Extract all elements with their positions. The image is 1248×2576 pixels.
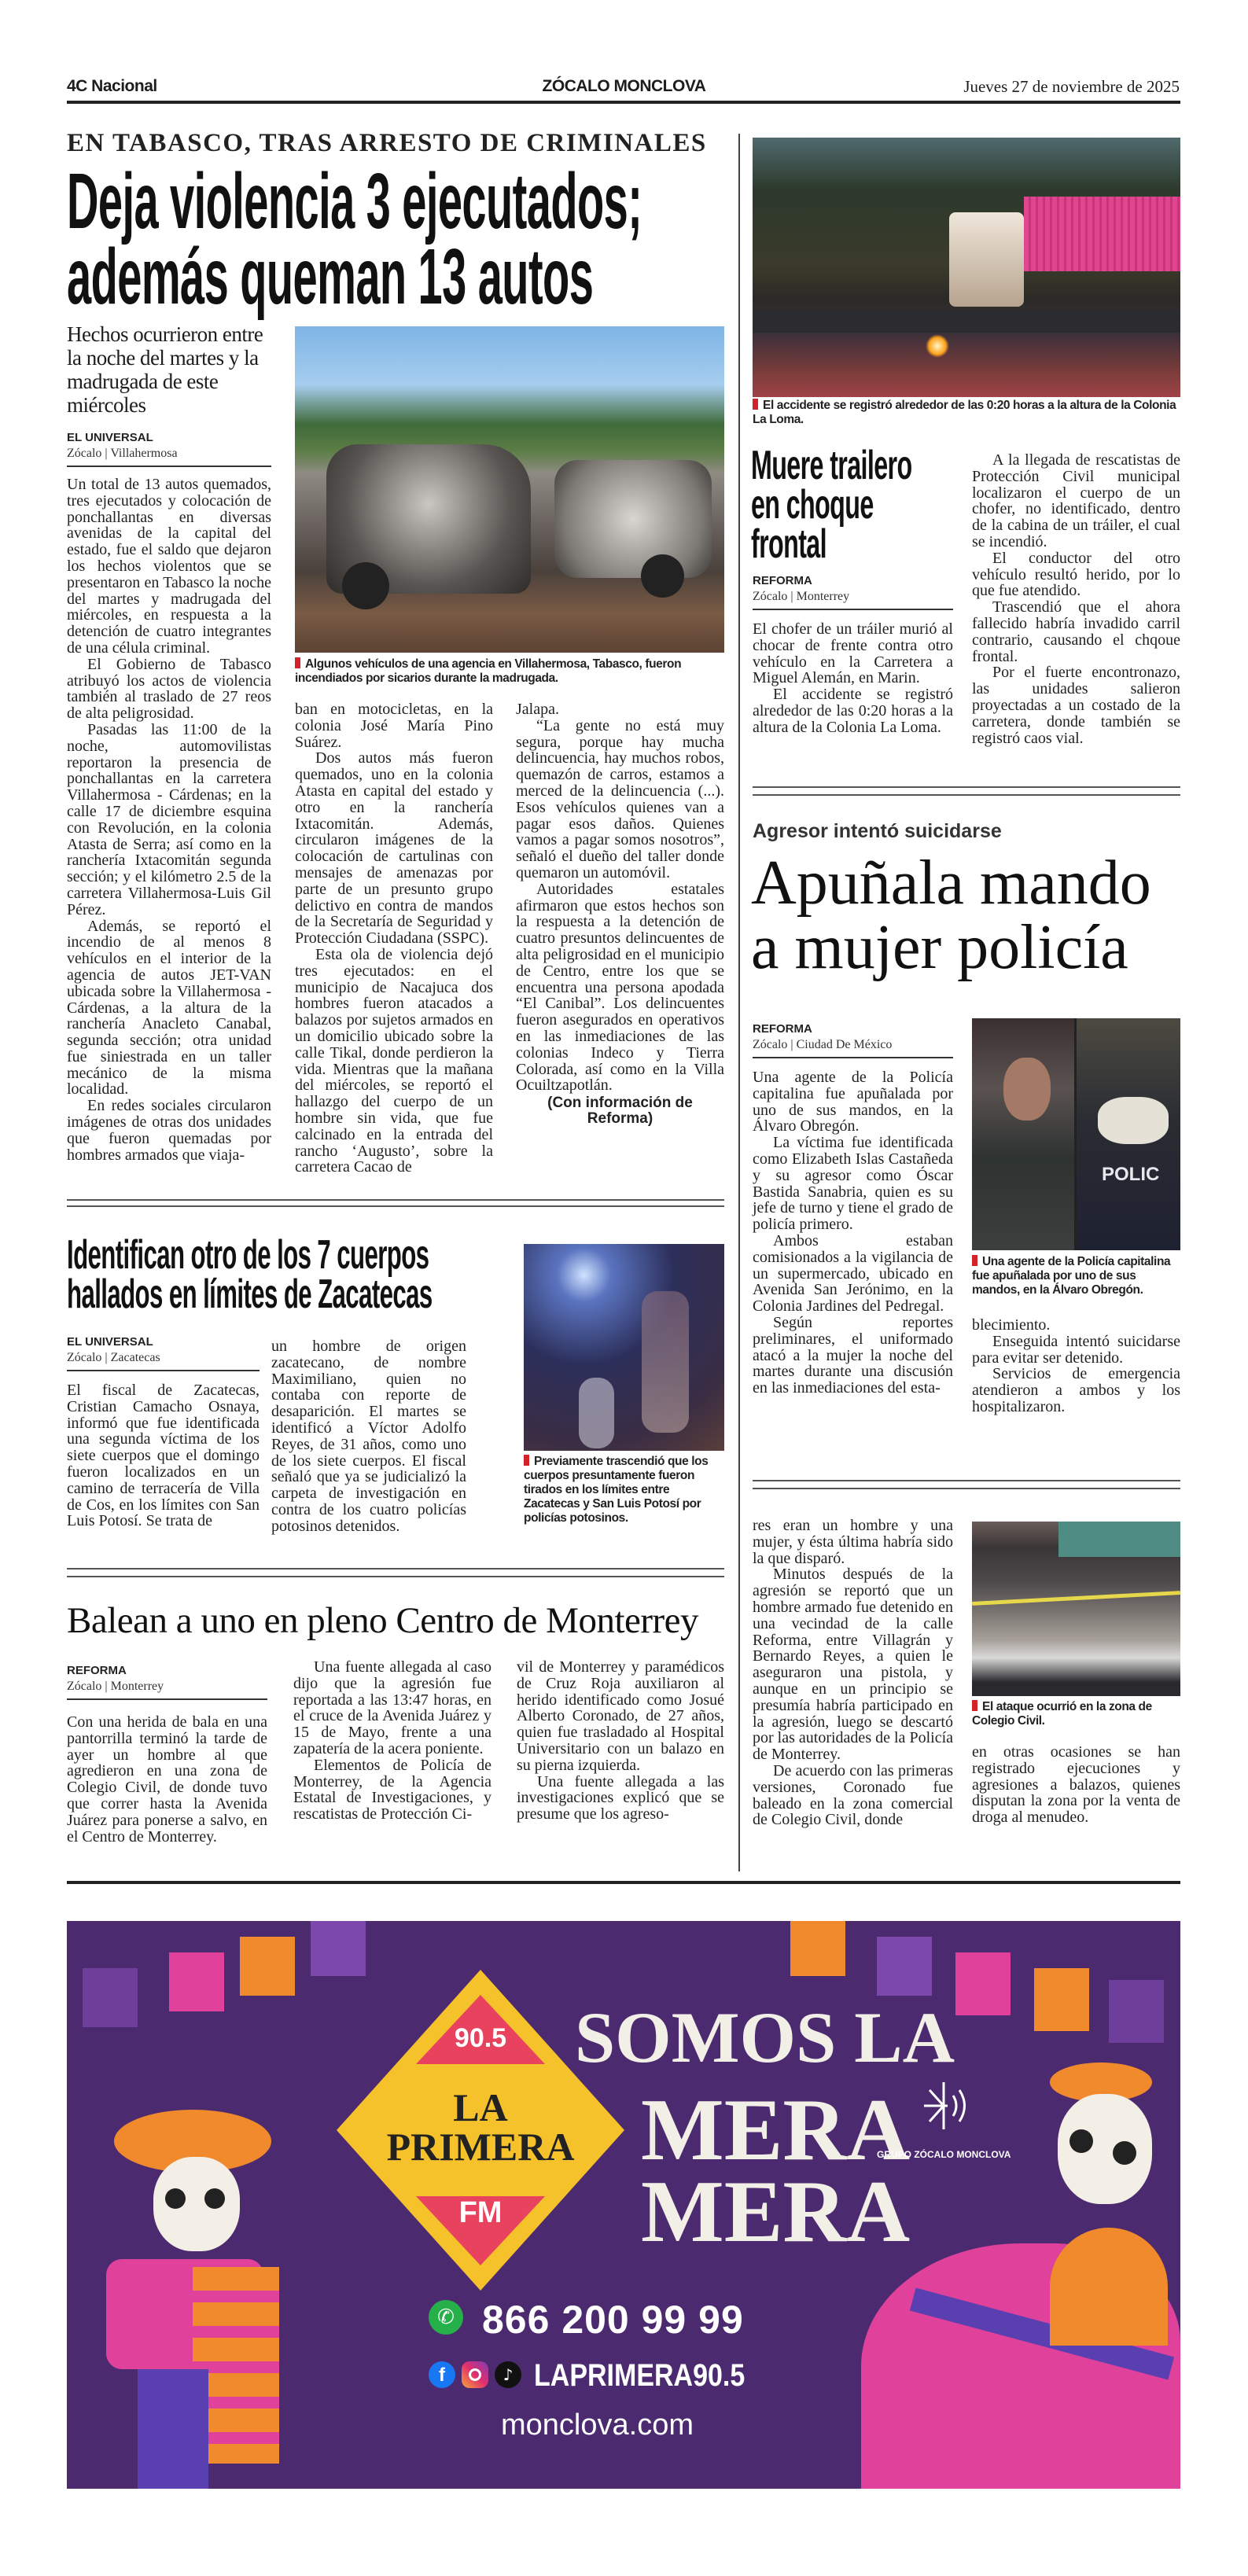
story-column-4	[753, 1518, 953, 1828]
paragraph: blecimiento.	[972, 1316, 1051, 1334]
story-column-2	[972, 452, 1180, 746]
whatsapp-icon[interactable]: ✆	[429, 2300, 463, 2335]
paragraph: Además, se reportó el incendio de al menos 8 vehículos en el interior de la agencia de autos JET-VAN ubicada sobre la Villahermosa -Cárdenas, a la altura de la ranchería Anacleto Canabal, segunda sección; otra unidad fue siniestrada en un taller mecánico de la misma localidad.	[67, 917, 271, 1098]
paragraph: El fiscal de Zacatecas, Cristian Camacho Osnaya, informó que fue identificada una segunda víctima de los siete cuerpos que el domingo fueron localizados en un camino de terracería de Villa de Cos, en los límites con San Luis Potosí. Se trata de	[67, 1382, 260, 1530]
advertisement-rule	[67, 1881, 1180, 1884]
agency: EL UNIVERSAL	[67, 1335, 153, 1349]
caption-text: El accidente se registró alrededor de las 0:20 horas a la altura de la Colonia La Loma.	[753, 399, 1176, 426]
agency: REFORMA	[67, 1664, 127, 1677]
section-rule	[753, 1488, 1180, 1489]
story-column-1	[67, 1714, 267, 1845]
slogan-line-3: MERA	[641, 2163, 911, 2261]
story-column-2	[271, 1338, 466, 1535]
police-vest-lettering: POLIC	[1102, 1164, 1160, 1185]
phone-number[interactable]: 866 200 99 99	[482, 2298, 744, 2342]
dateline: Zócalo | Villahermosa	[67, 447, 178, 460]
byline	[67, 1335, 260, 1371]
crime-scene-crowd-photo	[972, 1522, 1180, 1696]
paragraph: Por el fuerte encontronazo, las unidades salieron proyectadas a un costado de la carretera, donde también se registró caos vial.	[972, 664, 1180, 747]
caption-text: Algunos vehículos de una agencia en Villahermosa, Tabasco, fueron incendiados por sicarios durante la madrugada.	[295, 657, 682, 685]
story-column-2	[293, 1659, 491, 1823]
paragraph: Una fuente allegada al caso dijo que la agresión fue reportada a las 13:47 horas, en el cruce de la Avenida Juárez y 15 de Mayo, frente a una zapatería de la acera poniente.	[293, 1658, 491, 1757]
caption-marker	[524, 1455, 529, 1466]
headline-line-2: a mujer policía	[751, 913, 1128, 982]
slogan-line-1: SOMOS LA	[575, 1997, 955, 2077]
paragraph: un hombre de origen zacatecano, de nombre Maximiliano, quien no contaba con reporte de desaparición. El martes se identificó a Víctor Adolfo Reyes, de 31 años, como uno de los siete cuerpos. El fiscal señaló que ya se judicializó la carpeta de investigación en contra de los cuatro policías potosinos detenidos.	[271, 1338, 466, 1535]
story-credit: (Con información de Reforma)	[547, 1095, 693, 1128]
photo-caption	[972, 1700, 1180, 1728]
story-column-1	[753, 621, 953, 736]
logo-text-la: LA	[453, 2085, 508, 2129]
story-column-5	[972, 1744, 1180, 1826]
truck-crash-photo	[753, 138, 1180, 397]
paragraph: Una agente de la Policía capitalina fue apuñalada por uno de sus mandos, en la Álvaro Obregón.	[753, 1069, 953, 1135]
logo-text-primera: PRIMERA	[386, 2125, 575, 2169]
story-kicker: EN TABASCO, TRAS ARRESTO DE CRIMINALES	[67, 129, 707, 157]
story-column-2	[972, 1317, 1180, 1415]
section-rule	[753, 794, 1180, 796]
paragraph: Esta ola de violencia dejó tres ejecutados: en el municipio de Nacajuca dos hombres fueron atacados a balazos por sujetos armados en un domicilio ubicado sobre la calle Tikal, donde perdieron la vida. Mientras que la mañana del miércoles, se reportó el hallazgo del cuerpo de un hombre sin vida, que fue calcinado en la entrada del rancho ‘Augusto’, sobre la carretera Cacao de	[295, 945, 493, 1176]
caption-text: Previamente trascendió que los cuerpos presuntamente fueron tirados en los límites entre Zacatecas y San Luis Potosí por policías potosinos.	[524, 1455, 709, 1525]
story-column-3	[517, 1659, 724, 1823]
photo-caption	[295, 657, 724, 686]
paragraph: Dos autos más fueron quemados, uno en la colonia Atasta en capital del estado y otro en la ranchería Ixtacomitán. Además, circularon imágenes de la colocación de cartulinas con mensajes de amenazas por parte de un presunto grupo delictivo en contra de mandos de la Secretaría de Seguridad y Protección Ciudadana (SSPC).	[295, 749, 493, 948]
paragraph: Con una herida de bala en una pantorrilla terminó la tarde de ayer un hombre al que agredieron en una zona de Colegio Civil, de donde tuvo que correr hasta la Avenida Juárez para ponerse a salvo, en el Centro de Monterrey.	[67, 1713, 267, 1846]
agency: EL UNIVERSAL	[67, 431, 153, 444]
section-rule	[753, 786, 1180, 788]
byline	[753, 574, 953, 610]
headline-line-2: además queman 13 autos	[67, 233, 594, 321]
headline: Balean a uno en pleno Centro de Monterrey	[67, 1600, 699, 1641]
paragraph: res eran un hombre y una mujer, y ésta última habría sido la que disparó.	[753, 1517, 953, 1567]
website-link[interactable]: monclova.com	[501, 2409, 694, 2442]
group-name: GRUPO ZÓCALO MONCLOVA	[877, 2149, 1011, 2160]
agency: REFORMA	[753, 574, 812, 587]
byline	[753, 1022, 953, 1058]
section-rule	[67, 1568, 724, 1570]
paragraph: El Gobierno de Tabasco atribuyó los actos de violencia también al traslado de 27 reos de alta peligrosidad.	[67, 655, 271, 723]
paragraph: En redes sociales circularon imágenes de otras dos unidades que fueron quemadas por hombres armados que viaja-	[67, 1097, 271, 1164]
paragraph: El conductor del otro vehículo resultó herido, por lo que fue atendido.	[972, 549, 1180, 600]
dateline: Zócalo | Zacatecas	[67, 1351, 160, 1364]
agency: REFORMA	[753, 1022, 812, 1036]
paragraph: Enseguida intentó suicidarse para evitar ser detenido.	[972, 1332, 1180, 1367]
paragraph: “La gente no está muy segura, porque hay mucha delincuencia, hay muchos robos, quemazón de carros, estamos a merced de la delincuencia (...). Esos vehículos quienes van a pagar esos daños. Quienes vamos a pagar somos nosotros”, señaló el dueño del taller donde quemaron un automóvil.	[516, 716, 724, 881]
section-rule	[67, 1205, 724, 1207]
byline	[67, 431, 271, 467]
paragraph: El accidente se registró alrededor de las 0:20 horas a la altura de la Colonia La Loma.	[753, 686, 953, 736]
paragraph: Trascendió que el ahora fallecido habría invadido carril contrario, causando el chqoue frontal.	[972, 598, 1180, 665]
grupo-zocalo-logo-icon	[920, 2078, 971, 2133]
paragraph: ban en motocicletas, en la colonia José María Pino Suárez.	[295, 701, 493, 751]
newspaper-name: ZÓCALO MONCLOVA	[542, 77, 706, 95]
tiktok-icon[interactable]: ♪	[495, 2361, 521, 2388]
section-rule	[753, 1480, 1180, 1481]
headline-line-3: frontal	[751, 521, 826, 567]
photo-caption	[524, 1455, 727, 1525]
story-kicker: Agresor intentó suicidarse	[753, 820, 1002, 842]
paragraph: Una fuente allegada a las investigaciones explicó que se presume que los agreso-	[517, 1772, 724, 1823]
story-column-3	[516, 701, 724, 1127]
byline	[67, 1664, 267, 1700]
paragraph: Según reportes preliminares, el uniformado atacó a la mujer la noche del martes durante una discusión en las inmediaciones del esta-	[753, 1313, 953, 1397]
social-handle[interactable]: LAPRIMERA90.5	[534, 2358, 745, 2393]
paragraph: Minutos después de la agresión se reportó que un hombre armado fue detenido en una vecindad de la calle Reforma, entre Villagrán y Bernardo Reyes, a quien le aseguraron una pistola, y aunque en un principio se presumía habría participado en la agresión, luego se descartó por las autoridades de la Policía de Monterrey.	[753, 1566, 953, 1764]
dateline: Zócalo | Monterrey	[753, 590, 850, 603]
facebook-icon[interactable]: f	[429, 2361, 455, 2388]
paragraph: Servicios de emergencia atendieron a ambos y los hospitalizaron.	[972, 1365, 1180, 1415]
story-column-1	[67, 477, 271, 1163]
paragraph: Pasadas las 11:00 de la noche, automovilistas reportaron la presencia de ponchallantas en la carretera Villahermosa - Cárdenas; en la calle 17 de diciembre esquina con Revolución, en la colonia Atasta de Serra; así como en la ranchería Ixtacomitán segunda sección; y el kilómetro 2.5 de la carretera Villahermosa-Luis Gil Pérez.	[67, 720, 271, 918]
dateline: Zócalo | Monterrey	[67, 1680, 164, 1693]
story-subhead: Hechos ocurrieron entre la noche del martes y la madrugada de este miércoles	[67, 322, 263, 417]
logo-band: FM	[458, 2196, 503, 2229]
headline-line-1: Deja violencia 3 ejecutados;	[67, 157, 642, 245]
column-divider	[738, 134, 740, 1871]
paragraph: Un total de 13 autos quemados, tres ejecutados y colocación de ponchallantas en diversas avenidas de la capital del estado, fue el saldo que dejaron los hechos violentos que se presentaron en Tabasco la noche del martes y madrugada del miércoles, en respuesta a la detención de cuatro integrantes de una célula criminal.	[67, 476, 271, 657]
caption-text: Una agente de la Policía capitalina fue apuñalada por uno de sus mandos, en la Álvaro Obregón.	[972, 1255, 1171, 1297]
photo-caption	[753, 399, 1180, 427]
paragraph: vil de Monterrey y paramédicos de Cruz Roja auxiliaron al herido identificado como Josué Alberto Coronado, de 27 años, quien fue trasladado al Hospital Universitario con un balazo en su pierna izquierda.	[517, 1658, 724, 1774]
caption-marker	[972, 1700, 977, 1711]
headline-line-2: en choque	[751, 482, 874, 528]
slogan-line-2: MERA	[641, 2081, 911, 2179]
story-column-2	[295, 701, 493, 1176]
caption-marker	[753, 399, 758, 410]
paragraph: Ambos estaban comisionados a la vigilancia de un supermercado, ubicado en Avenida San Jerónimo, en la Colonia Jardines del Pedregal.	[753, 1231, 953, 1316]
crime-scene-photo	[524, 1244, 724, 1451]
dateline: Zócalo | Ciudad De México	[753, 1038, 893, 1051]
logo-frequency: 90.5	[454, 2023, 507, 2053]
section-label: 4C Nacional	[67, 77, 157, 95]
caption-marker	[295, 657, 300, 668]
paragraph: Autoridades estatales afirmaron que estos hechos son la respuesta a la detención de cuatro presuntos delincuentes de alta peligrosidad en el municipio de Centro, entre los que se encuentra una persona apodada “El Canibal”. Los delincuentes fueron asegurados en operativos en las inmediaciones de las colonias Indeco y Tierra Colorada, así como en la Villa Ocuiltzapotlán.	[516, 880, 724, 1095]
headline-line-2: hallados en límites de Zacatecas	[67, 1271, 433, 1317]
story-column-1	[67, 1382, 260, 1529]
section-rule	[67, 1199, 724, 1201]
skeleton-charro-illustration	[90, 2110, 279, 2489]
police-officers-photo	[972, 1018, 1180, 1250]
paragraph: Elementos de Policía de Monterrey, de la Agencia Estatal de Investigaciones, y rescatistas de Protección Ci-	[293, 1756, 491, 1823]
radio-advertisement[interactable]	[67, 1921, 1180, 2489]
caption-marker	[972, 1255, 977, 1266]
headline-line-1: Apuñala mando	[751, 848, 1151, 918]
paragraph: La víctima fue identificada como Elizabeth Islas Castañeda y su agresor como Óscar Bastida Sanabria, quien es su jefe de turno y tiene el grado de policía primero.	[753, 1134, 953, 1234]
paragraph: De acuerdo con las primeras versiones, Coronado fue baleado en la zona comercial de Colegio Civil, donde	[753, 1761, 953, 1829]
section-rule	[67, 1576, 724, 1577]
headline-line-1: Identifican otro de los 7 cuerpos	[67, 1232, 429, 1278]
story-column-1	[753, 1069, 953, 1397]
photo-caption	[972, 1255, 1180, 1297]
paragraph: en otras ocasiones se han registrado ejecuciones y agresiones a balazos, quienes disputan la zona por la venta de droga al menudeo.	[972, 1743, 1180, 1827]
paragraph: A la llegada de rescatistas de Protección Civil municipal localizaron el cuerpo de un chofer, no identificado, dentro de la cabina de un tráiler, el cual se incendió.	[972, 451, 1180, 550]
burned-cars-photo	[295, 326, 724, 653]
issue-date: Jueves 27 de noviembre de 2025	[963, 77, 1180, 96]
instagram-icon[interactable]	[462, 2361, 488, 2388]
paragraph: Jalapa.	[516, 701, 559, 718]
header-rule	[67, 101, 1180, 104]
caption-text: El ataque ocurrió en la zona de Colegio Civil.	[972, 1700, 1152, 1728]
paragraph: El chofer de un tráiler murió al chocar de frente contra otro vehículo en la Carretera a Miguel Alemán, en Marin.	[753, 620, 953, 687]
headline-line-1: Muere trailero	[751, 443, 912, 488]
